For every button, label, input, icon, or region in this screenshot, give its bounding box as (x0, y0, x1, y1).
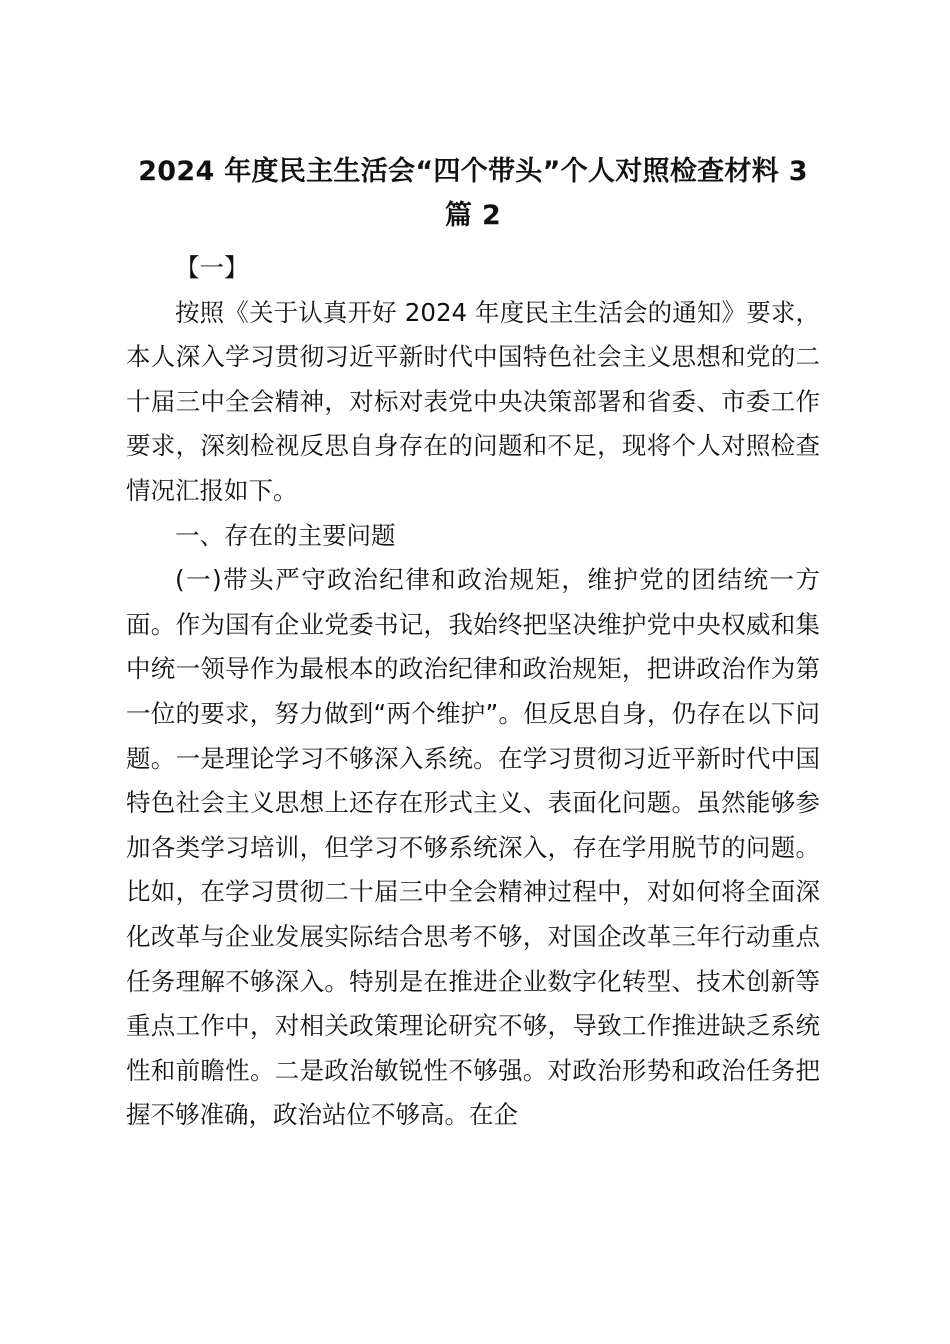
heading-main-problems: 一、存在的主要问题 (175, 520, 396, 550)
paragraph-political-discipline: (一)带头严守政治纪律和政治规矩，维护党的团结统一方面。作为国有企业党委书记，我始终把坚决维护党中央权威和集中统一领导作为最根本的政治纪律和政治规矩，把讲政治作为第一位的要求，努力做到“两个维护”。但反思自身，仍存在以下问题。一是理论学习不够深入系统。在学习贯彻习近平新时代中国特色社会主义思想上还存在形式主义、表面化问题。虽然能够参加各类学习培训，但学习不够系统深入，存在学用脱节的问题。比如，在学习贯彻二十届三中全会精神过程中，对如何将全面深化改革与企业发展实际结合思考不够，对国企改革三年行动重点任务理解不够深入。特别是在推进企业数字化转型、技术创新等重点工作中，对相关政策理论研究不够，导致工作推进缺乏系统性和前瞻性。二是政治敏锐性不够强。对政治形势和政治任务把握不够准确，政治站位不够高。在企 (126, 565, 820, 1130)
document-page (126, 150, 820, 1138)
title-line-1: 2024 年度民主生活会“四个带头”个人对照检查材料 3 (138, 156, 808, 187)
paragraph-intro: 按照《关于认真开好 2024 年度民主生活会的通知》要求，本人深入学习贯彻习近平新时代中国特色社会主义思想和党的二十届三中全会精神，对标对表党中央决策部署和省委、市委工作要求，深刻检视反思自身存在的问题和不足，现将个人对照检查情况汇报如下。 (126, 297, 820, 505)
section-marker: 【一】 (175, 253, 249, 282)
document-title (114, 150, 832, 238)
title-line-2: 篇 2 (444, 200, 502, 231)
